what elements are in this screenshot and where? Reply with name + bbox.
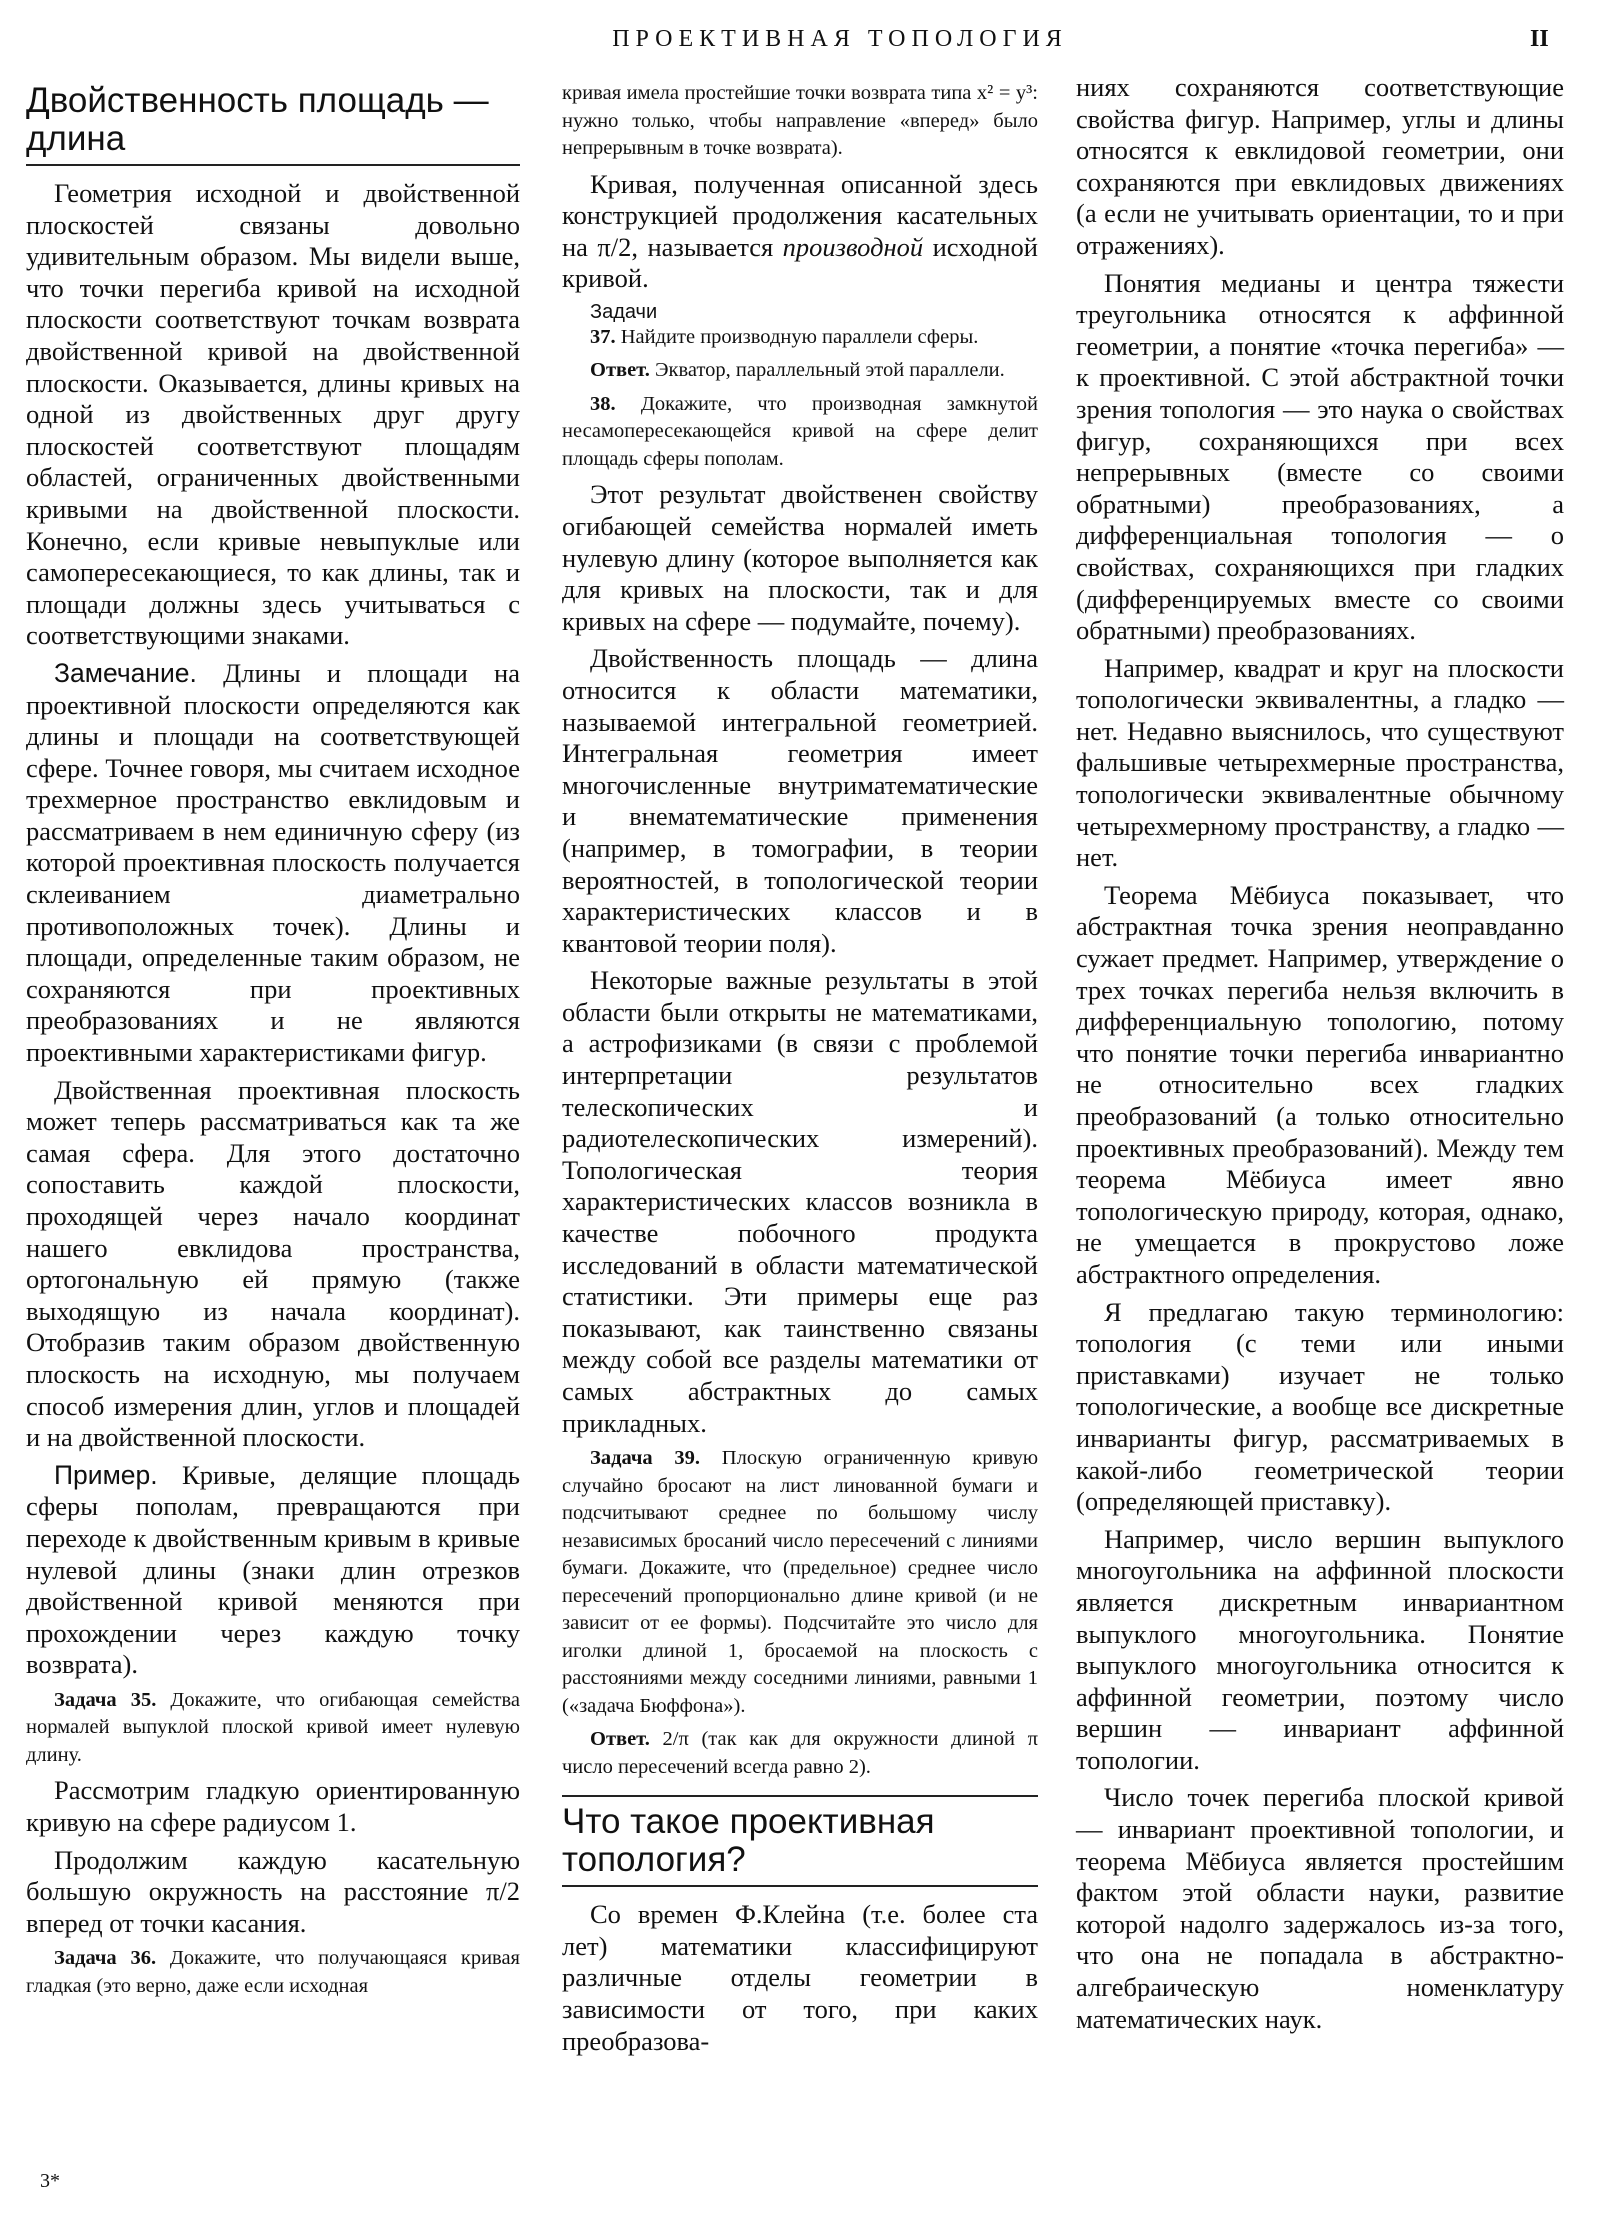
paragraph: Продолжим каждую касательную большую окружность на расстояние π/2 вперед от точки касания. bbox=[26, 1844, 520, 1938]
task-37-text: Найдите производную параллели сферы. bbox=[615, 325, 979, 348]
paragraph: Теорема Мёбиуса показывает, что абстрактная точка зрения неоправданно сужает предмет. Например, утверждение о трех точках перегиба нельзя включить в дифференциальную топологию, потому что понятие точки перегиба инвариантно не относительно всех гладких преобразований (а только относительно проективных преобразований). Между тем теорема Мёбиуса имеет явно топологическую природу, которая, однако, не умещается в прокрустово ложе абстрактного определения. bbox=[1076, 879, 1564, 1289]
signature-mark: 3* bbox=[40, 2170, 60, 2192]
paragraph: Со времен Ф.Клейна (т.е. более ста лет) математики классифицируют различные отделы геометрии в зависимости от того, при каких преобразова- bbox=[562, 1899, 1038, 2056]
task-38-lead: 38. bbox=[590, 392, 616, 415]
task-39 bbox=[562, 1445, 1038, 1720]
paragraph: Этот результат двойственен свойству огибающей семейства нормалей иметь нулевую длину (которое выполняется как для кривых на плоскости, так и для кривых на сфере — подумайте, почему). bbox=[562, 479, 1038, 636]
paragraph: Геометрия исходной и двойственной плоскостей связаны довольно удивительным образом. Мы видели выше, что точки перегиба кривой на исходной плоскости соответствуют точкам возврата двойственной кривой на двойственной плоскости. Оказывается, длины кривых на одной из двойственных друг другу плоскостей соответствуют площадям областей, ограниченных двойственными кривыми на двойственной плоскости. Конечно, если кривые невыпуклые или самопересекающиеся, то как длины, так и площади должны здесь учитываться с соответствующими знаками. bbox=[26, 178, 520, 651]
task-36-lead: Задача 36. bbox=[54, 1947, 157, 1970]
task-37 bbox=[562, 324, 1038, 352]
column-3 bbox=[1076, 72, 1564, 2041]
task-35 bbox=[26, 1687, 520, 1770]
task-38-text: Докажите, что производная замкнутой несамопересекающейся кривой на сфере делит площадь сферы пополам. bbox=[562, 392, 1038, 470]
task-39-text: Плоскую ограниченную кривую случайно бросают на лист линованной бумаги и подсчитывают среднее по большому числу независимых бросаний число пересечений с линиями бумаги. Докажите, что (предельное) среднее число пересечений пропорционально длине кривой (и не зависит от ее формы). Подсчитайте это число для иголки длиной 1, бросаемой на плоскость с расстояниями между соседними линиями, равными 1 («задача Бюффона»). bbox=[562, 1447, 1039, 1717]
column-2 bbox=[562, 80, 1038, 2063]
paragraph: Двойственность площадь — длина относится к области математики, называемой интегральной геометрией. Интегральная геометрия имеет многочисленные внутриматематические и внематематические применения (например, в томографии, в теории вероятностей, в топологической теории характеристических классов и в квантовой теории поля). bbox=[562, 643, 1038, 958]
paragraph-derivative bbox=[562, 169, 1038, 295]
text: исходной кривой. bbox=[562, 231, 1038, 294]
paragraph: Я предлагаю такую терминологию: топология (с теми или иными приставками) изучает не только топологические, а вообще все дискретные инварианты фигур, рассматриваемых в какой-либо геометрической теории (определяющей приставку). bbox=[1076, 1296, 1564, 1517]
section-heading-projective-topology: Что такое проективная топология? bbox=[562, 1795, 1038, 1887]
answer-text: Экватор, параллельный этой параллели. bbox=[649, 359, 1005, 382]
page-number: II bbox=[1530, 26, 1549, 52]
answer-39 bbox=[562, 1726, 1038, 1781]
answer-lead: Ответ. bbox=[590, 1728, 650, 1751]
example-lead: Пример. bbox=[54, 1459, 158, 1490]
column-1 bbox=[26, 78, 520, 2006]
task-37-lead: 37. bbox=[590, 325, 616, 348]
remark-paragraph bbox=[26, 658, 520, 1069]
running-head: ПРОЕКТИВНАЯ ТОПОЛОГИЯ bbox=[612, 26, 1068, 52]
paragraph: Число точек перегиба плоской кривой — инвариант проективной топологии, и теорема Мёбиуса является простейшим фактом этой области науки, развитие которой надолго задержалось из-за того, что она не попадала в абстрактно-алгебраическую номенклатуру математических наук. bbox=[1076, 1782, 1564, 2034]
task-39-lead: Задача 39. bbox=[590, 1447, 701, 1470]
paragraph: Рассмотрим гладкую ориентированную кривую на сфере радиусом 1. bbox=[26, 1775, 520, 1837]
task-35-lead: Задача 35. bbox=[54, 1688, 157, 1711]
paragraph: Некоторые важные результаты в этой области были открыты не математиками, а астрофизиками (в связи с проблемой интерпретации результатов телескопических и радиотелескопических измерений). Топологическая теория характеристических классов возникла в качестве побочного продукта исследований в области математической статистики. Эти примеры еще раз показывают, как таинственно связаны между собой все разделы математики от самых абстрактных до самых прикладных. bbox=[562, 965, 1038, 1438]
remark-text: Длины и площади на проективной плоскости определяются как длины и площади на соответствующей сфере. Точнее говоря, мы считаем исходное трехмерное пространство евклидовым и рассматриваем в нем единичную сферу (из которой проективная плоскость получается склеиванием диаметрально противоположных точек). Длины и площади, определенные таким образом, не сохраняются при проективных преобразованиях и не являются проективными характеристиками фигур. bbox=[26, 657, 520, 1068]
paragraph: Например, квадрат и круг на плоскости топологически эквивалентны, а гладко — нет. Недавно выяснилось, что существуют фальшивые четырехмерные пространства, топологически эквивалентные обычному четырехмерному пространству, а гладко — нет. bbox=[1076, 652, 1564, 873]
paragraph: ниях сохраняются соответствующие свойства фигур. Например, углы и длины относятся к евклидовой геометрии, они сохраняются при евклидовых движениях (а если не учитывать ориентации, то и при отражениях). bbox=[1076, 72, 1564, 260]
task-36 bbox=[26, 1945, 520, 2000]
term-derivative: производной bbox=[782, 231, 924, 262]
answer-37 bbox=[562, 357, 1038, 385]
text: Кривая, полученная описанной здесь конструкцией продолжения касательных на π/2, называется bbox=[562, 168, 1038, 262]
task-36-text: Докажите, что получающаяся кривая гладкая (это верно, даже если исходная bbox=[26, 1947, 520, 1997]
paragraph: Например, число вершин выпуклого многоугольника на аффинной плоскости является дискретным инвариантном выпуклого многоугольника. Понятие выпуклого многоугольника относится к аффинной геометрии, поэтому число вершин — инвариант аффинной топологии. bbox=[1076, 1523, 1564, 1775]
answer-lead: Ответ. bbox=[590, 359, 650, 382]
example-text: Кривые, делящие площадь сферы пополам, превращаются при переходе к двойственным кривым в кривые нулевой длины (знаки длин отрезков двойственной кривой меняются при прохождении через каждую точку возврата). bbox=[26, 1459, 520, 1680]
answer-text: 2/π (так как для окружности длиной π число пересечений всегда равно 2). bbox=[562, 1728, 1038, 1778]
paragraph: Понятия медианы и центра тяжести треугольника относятся к аффинной геометрии, а понятие «точка перегиба» — к проективной. С этой абстрактной точки зрения топология — это наука о свойствах фигур, сохраняющихся при всех непрерывных (вместе со своими обратными) преобразованиях, а дифференциальная топология — о свойствах, сохраняющихся при гладких (дифференцируемых вместе со своими обратными) преобразованиях. bbox=[1076, 267, 1564, 646]
remark-lead: Замечание. bbox=[54, 657, 197, 688]
task-38 bbox=[562, 391, 1038, 474]
tasks-label: Задачи bbox=[590, 300, 658, 323]
task-35-text: Докажите, что огибающая семейства нормалей выпуклой плоской кривой имеет нулевую длину. bbox=[26, 1688, 521, 1766]
example-paragraph bbox=[26, 1460, 520, 1681]
paragraph: Двойственная проективная плоскость может теперь рассматриваться как та же самая сфера. Для этого достаточно сопоставить каждой плоскости, проходящей через начало координат нашего евклидова пространства, ортогональную ей прямую (также выходящую из начала координат). Отобразив таким образом двойственную плоскость на исходную, мы получаем способ измерения длин, углов и площадей и на двойственной плоскости. bbox=[26, 1074, 520, 1453]
task-36-continuation: кривая имела простейшие точки возврата типа x² = y³: нужно только, чтобы направление «вперед» было непрерывным в точке возврата). bbox=[562, 82, 1038, 159]
section-heading-duality: Двойственность площадь — длина bbox=[26, 82, 520, 166]
